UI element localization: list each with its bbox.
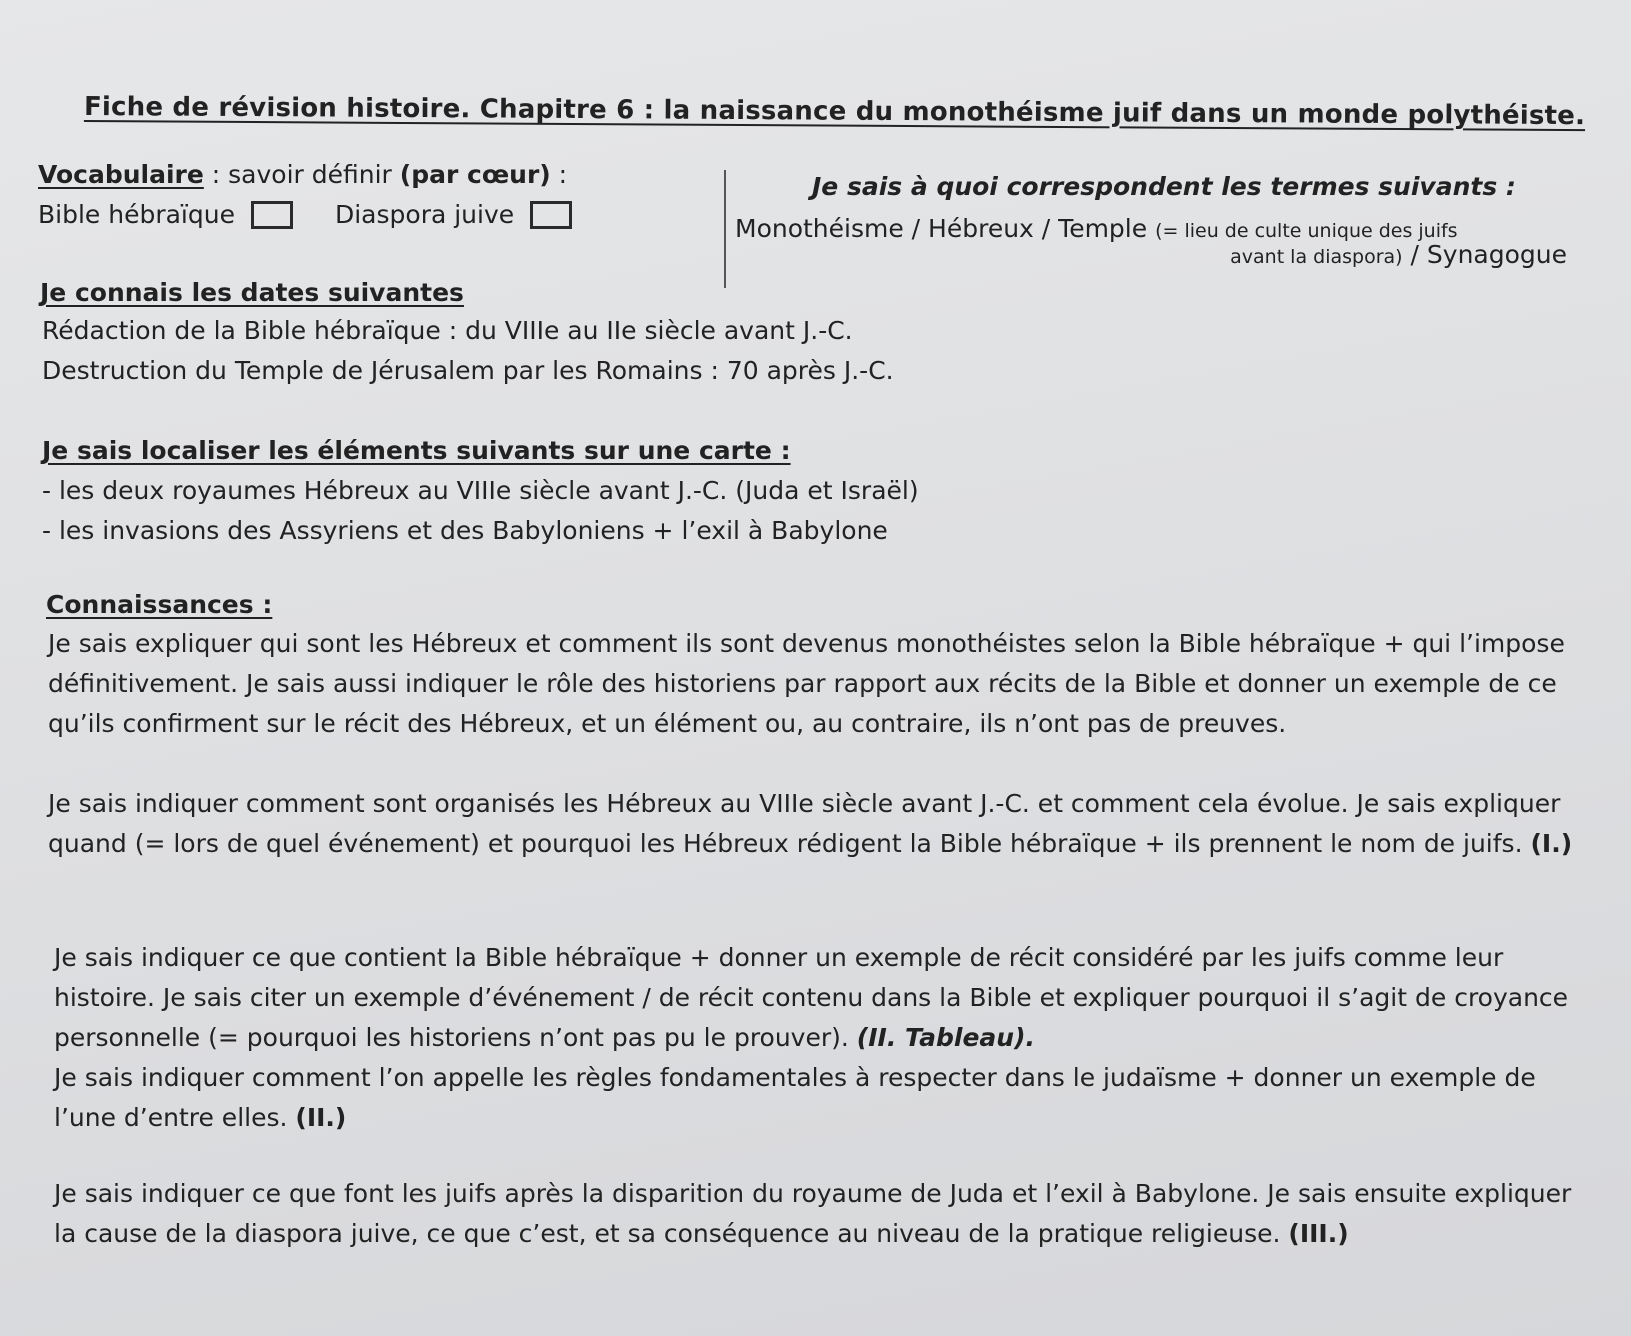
column-divider bbox=[724, 170, 726, 288]
temple-note: (= lieu de culte unique des juifs bbox=[1155, 220, 1458, 242]
vocabulary-intro-text: : savoir définir bbox=[203, 160, 400, 189]
date-item: Destruction du Temple de Jérusalem par les Romains : 70 après J.-C. bbox=[42, 356, 894, 385]
terms-heading: Je sais à quoi correspondent les termes suivants : bbox=[812, 172, 1516, 201]
vocab-checkbox-bible[interactable] bbox=[251, 201, 293, 229]
map-item: - les invasions des Assyriens et des Babyloniens + l’exil à Babylone bbox=[42, 516, 888, 545]
date-item: Rédaction de la Bible hébraïque : du VIIIe au IIe siècle avant J.-C. bbox=[42, 316, 853, 345]
terms-list: Monothéisme / Hébreux / Temple bbox=[735, 214, 1156, 243]
knowledge-text: Je sais indiquer ce que font les juifs après la disparition du royaume de Juda et l’exil à Babylone. Je sais ensuite expliquer la cause de la diaspora juive, ce que c’est, et sa conséquence au niveau de la pratique religieuse. bbox=[54, 1179, 1572, 1248]
temple-note-end: avant la diaspora) bbox=[1230, 246, 1403, 268]
section-ref: (I.) bbox=[1530, 829, 1573, 858]
knowledge-text: Je sais indiquer comment sont organisés les Hébreux au VIIIe siècle avant J.-C. et comment cela évolue. Je sais expliquer quand (= lors de quel événement) et pourquoi les Hébreux rédigent la Bible hébraïque + ils prennent le nom de juifs. bbox=[48, 789, 1561, 858]
vocabulary-intro-bold: (par cœur) bbox=[399, 160, 551, 189]
knowledge-text: Je sais indiquer ce que contient la Bible hébraïque + donner un exemple de récit considéré par les juifs comme leur histoire. Je sais citer un exemple d’événement / de récit contenu dans la Bible et expliquer pourquoi il s’agit de croyance personnelle (= pourquoi les historiens n’ont pas pu le prouver). bbox=[54, 943, 1569, 1052]
terms-line-1 bbox=[735, 214, 1458, 243]
knowledge-paragraph-2 bbox=[48, 784, 1588, 864]
knowledge-paragraph-5 bbox=[54, 1174, 1594, 1254]
vocabulary-intro bbox=[38, 160, 567, 189]
map-item: - les deux royaumes Hébreux au VIIIe siècle avant J.-C. (Juda et Israël) bbox=[42, 476, 919, 505]
knowledge-paragraph-3 bbox=[54, 938, 1594, 1058]
section-ref: (III.) bbox=[1288, 1219, 1349, 1248]
terms-line-2 bbox=[1230, 240, 1567, 269]
page-title: Fiche de révision histoire. Chapitre 6 : la naissance du monothéisme juif dans un monde polythéiste. bbox=[83, 92, 1586, 132]
vocabulary-items bbox=[38, 200, 614, 229]
vocabulary-heading: Vocabulaire bbox=[38, 160, 204, 189]
vocabulary-intro-end: : bbox=[550, 160, 568, 189]
terms-list-end: / Synagogue bbox=[1402, 240, 1567, 269]
knowledge-heading: Connaissances : bbox=[46, 590, 273, 619]
vocab-item-label: Bible hébraïque bbox=[38, 200, 235, 229]
map-heading: Je sais localiser les éléments suivants sur une carte : bbox=[42, 436, 791, 465]
vocab-checkbox-diaspora[interactable] bbox=[530, 201, 572, 229]
knowledge-text: Je sais expliquer qui sont les Hébreux et comment ils sont devenus monothéistes selon la Bible hébraïque + qui l’impose définitivement. Je sais aussi indiquer le rôle des historiens par rapport aux récits de la Bible et donner un exemple de ce qu’ils confirment sur le récit des Hébreux, et un élément ou, au contraire, ils n’ont pas de preuves. bbox=[48, 629, 1565, 738]
knowledge-paragraph-4 bbox=[54, 1058, 1594, 1138]
dates-heading: Je connais les dates suivantes bbox=[40, 278, 464, 307]
section-ref: (II. Tableau). bbox=[856, 1023, 1035, 1052]
vocab-item-label: Diaspora juive bbox=[334, 200, 515, 229]
knowledge-paragraph-1 bbox=[48, 624, 1588, 744]
section-ref: (II.) bbox=[295, 1103, 347, 1132]
knowledge-text: Je sais indiquer comment l’on appelle les règles fondamentales à respecter dans le judaïsme + donner un exemple de l’une d’entre elles. bbox=[54, 1063, 1536, 1132]
